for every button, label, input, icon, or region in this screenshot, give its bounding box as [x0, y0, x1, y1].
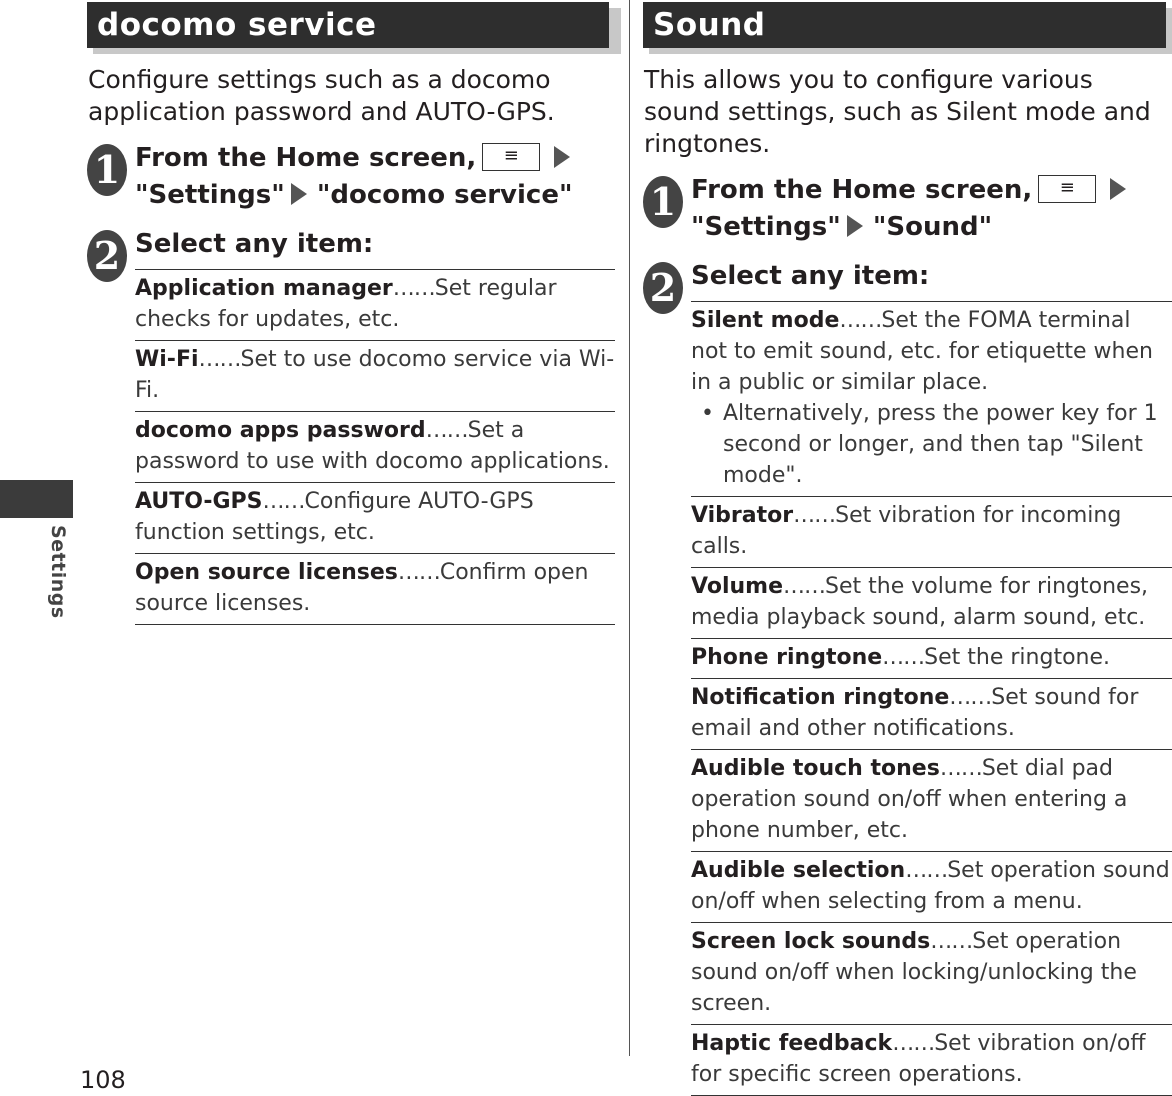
section-title: Sound [653, 7, 766, 43]
step-number-icon: 1 [87, 144, 127, 196]
item-desc: Set vibration on/off for specific screen operations. [691, 1031, 1146, 1087]
item-desc: Set vibration for incoming calls. [691, 503, 1122, 559]
section-intro: This allows you to configure various sound settings, such as Silent mode and ringtones. [644, 65, 1151, 158]
list-item: Wi-Fi……Set to use docomo service via Wi-Fi. [135, 341, 615, 412]
item-desc: Set the FOMA terminal not to emit sound, etc. for etiquette when in a public or similar place. [691, 308, 1153, 395]
step-text: Select any item: [691, 261, 930, 291]
step-number-icon: 2 [643, 262, 683, 314]
sound-section [643, 0, 1172, 1096]
item-name: Wi-Fi [135, 347, 199, 372]
section-intro: Configure settings such as a docomo application password and AUTO-GPS. [88, 65, 555, 126]
step-text: Select any item: [135, 229, 374, 259]
step-text: "Sound" [872, 212, 993, 242]
item-name: Screen lock sounds [691, 929, 931, 954]
step-text: "Settings" [691, 212, 841, 242]
bullet-icon: • [701, 401, 714, 426]
item-name: Audible selection [691, 858, 906, 883]
column-divider [629, 0, 630, 1056]
docomo-service-section [87, 0, 615, 625]
list-item: docomo apps password……Set a password to use with docomo applications. [135, 412, 615, 483]
item-desc: Set sound for email and other notifications. [691, 685, 1139, 741]
section-header [87, 2, 615, 48]
step-2 [87, 226, 615, 625]
item-desc: Set regular checks for updates, etc. [135, 276, 557, 332]
list-item: Notification ringtone……Set sound for email and other notifications. [691, 679, 1172, 750]
item-desc: Set a password to use with docomo applications. [135, 418, 610, 474]
arrow-right-icon [1110, 178, 1126, 200]
item-name: Notification ringtone [691, 685, 950, 710]
list-item: Audible selection……Set operation sound on/off when selecting from a menu. [691, 852, 1172, 923]
item-desc: Set operation sound on/off when locking/unlocking the screen. [691, 929, 1137, 1016]
note-text: Alternatively, press the power key for 1 second or longer, and then tap "Silent mode". [723, 401, 1158, 488]
step-number-icon: 2 [87, 230, 127, 282]
list-item: Audible touch tones……Set dial pad operation sound on/off when entering a phone number, etc. [691, 750, 1172, 852]
menu-key-icon: ≡ [1038, 175, 1096, 203]
list-item: Vibrator……Set vibration for incoming calls. [691, 497, 1172, 568]
item-name: Phone ringtone [691, 645, 883, 670]
list-item: Application manager……Set regular checks for updates, etc. [135, 270, 615, 341]
item-note [695, 398, 1172, 491]
step-text: From the Home screen, [135, 143, 477, 173]
step-text: "Settings" [135, 180, 285, 210]
item-name: Open source licenses [135, 560, 398, 585]
item-desc: Set the volume for ringtones, media playback sound, alarm sound, etc. [691, 574, 1149, 630]
item-name: Audible touch tones [691, 756, 940, 781]
step-2 [643, 258, 1172, 1096]
arrow-right-icon [554, 146, 570, 168]
step-text: "docomo service" [316, 180, 573, 210]
list-item: Volume……Set the volume for ringtones, media playback sound, alarm sound, etc. [691, 568, 1172, 639]
list-item: AUTO-GPS……Configure AUTO-GPS function settings, etc. [135, 483, 615, 554]
item-desc: Set operation sound on/off when selecting from a menu. [691, 858, 1170, 914]
step-number-icon: 1 [643, 176, 683, 228]
item-name: docomo apps password [135, 418, 426, 443]
item-desc: Configure AUTO-GPS function settings, etc. [135, 489, 534, 545]
item-name: Vibrator [691, 503, 794, 528]
section-title: docomo service [97, 7, 377, 43]
item-desc: Confirm open source licenses. [135, 560, 589, 616]
item-name: AUTO-GPS [135, 489, 263, 514]
step-text: From the Home screen, [691, 175, 1033, 205]
side-tab-label: Settings [47, 525, 69, 619]
item-list [691, 301, 1172, 1096]
item-name: Haptic feedback [691, 1031, 893, 1056]
item-desc: Set the ringtone. [924, 645, 1111, 670]
section-header [643, 2, 1172, 48]
page-number: 108 [80, 1066, 126, 1094]
item-desc: Set dial pad operation sound on/off when entering a phone number, etc. [691, 756, 1128, 843]
item-list [135, 269, 615, 625]
item-name: Silent mode [691, 308, 840, 333]
list-item: Phone ringtone……Set the ringtone. [691, 639, 1172, 679]
item-name: Volume [691, 574, 783, 599]
list-item: Open source licenses……Confirm open source licenses. [135, 554, 615, 625]
list-item: Screen lock sounds……Set operation sound on/off when locking/unlocking the screen. [691, 923, 1172, 1025]
item-desc: Set to use docomo service via Wi-Fi. [135, 347, 615, 403]
side-tab-marker [0, 480, 73, 518]
arrow-right-icon [291, 183, 307, 205]
arrow-right-icon [847, 215, 863, 237]
menu-key-icon: ≡ [482, 143, 540, 171]
step-1 [643, 172, 1172, 246]
list-item: Haptic feedback……Set vibration on/off for specific screen operations. [691, 1025, 1172, 1096]
step-1 [87, 140, 615, 214]
list-item: Silent mode……Set the FOMA terminal not to emit sound, etc. for etiquette when in a public or similar place. • Alternatively, press the power key for 1 second or longer, and then tap "Silent mode". [691, 302, 1172, 497]
item-name: Application manager [135, 276, 393, 301]
